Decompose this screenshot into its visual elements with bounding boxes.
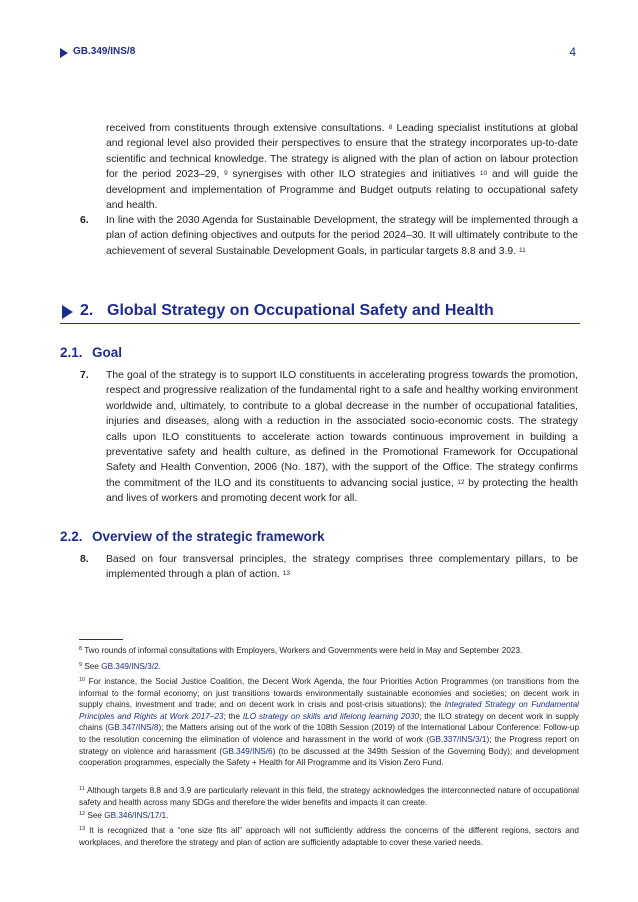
- footnote-8: $^8$ Two rounds of informal consultations with Employers, Workers and Governments were held in May and September 2023.: [79, 646, 523, 655]
- document-link[interactable]: ILO strategy on skills and lifelong learning 2030: [242, 711, 420, 721]
- footnote-9: $^9$ See GB.349/INS/3/2.: [79, 662, 161, 671]
- page-header: [60, 45, 576, 61]
- document-code: GB.349/INS/8: [73, 46, 136, 57]
- paragraph-number: 6.: [80, 215, 89, 226]
- paragraph-number: 8.: [80, 554, 89, 565]
- paragraph-7: The goal of the strategy is to support ILO constituents in accelerating progress towards the promotion, respect and progressive realization of the fundamental right to a safe and healthy working environment worldwide and, ultimately, to contribute to a global decrease in the number of occupational fatalities, injuries and diseases, along with a reduction in the associated socio-economic costs. The strategy calls upon ILO constituents to accelerate action towards continuous improvement in building a preventative safety and health culture, as defined in the Promotional Framework for Occupational Safety and Health Convention, 2006 (No. 187), with the support of the Office. The strategy confirms the commitment of the ILO and its constituents to advancing social justice, $^{12}$ by protecting the health and lives of workers and promoting decent work for all.: [106, 370, 578, 505]
- footnote-12: $^{12}$ See GB.346/INS/17/1.: [79, 811, 169, 820]
- footnote-ref[interactable]: 13: [282, 570, 290, 578]
- section-heading: [60, 301, 580, 324]
- footnote-ref[interactable]: 8: [388, 124, 393, 131]
- document-link[interactable]: GB.349/INS/6: [222, 746, 273, 756]
- footnote-11: $^{11}$ Although targets 8.8 and 3.9 are particularly relevant in this field, the strategy acknowledges the interconnected nature of occupational safety and health across many SDGs and therefore the wider benefits and impacts it can create.: [79, 786, 580, 807]
- document-link[interactable]: Integrated Strategy on Fundamental Principles and Rights at Work 2017–23: [79, 700, 580, 721]
- intro-paragraph: received from constituents through extensive consultations. $^8$ Leading specialist institutions at global and regional level also provided their perspectives to ensure that the strategy incorporates up-to-date scientific and technical knowledge. The strategy is aligned with the plan of action on labour protection for the period 2023–29, $^9$ synergises with other ILO strategies and initiatives $^{10}$ and will guide the development and implementation of Programme and Budget outputs relating to occupational safety and health.: [106, 123, 579, 212]
- subsection-heading-goal: 2.1. Goal: [60, 345, 123, 360]
- paragraph-number: 7.: [80, 370, 89, 381]
- document-link[interactable]: GB.337/INS/3/1: [429, 734, 487, 744]
- page-number: 4: [569, 45, 576, 59]
- paragraph-6: In line with the 2030 Agenda for Sustainable Development, the strategy will be implemented through a plan of action defining objectives and outputs for the period 2024–30. It will ultimately contribute to the achievement of several Sustainable Development Goals, in particular targets 8.8 and 3.9. $^{11}$: [106, 215, 578, 257]
- document-link[interactable]: GB.349/INS/3/2: [101, 662, 159, 671]
- footnote-separator: [79, 639, 123, 640]
- footnote-ref[interactable]: 11: [518, 246, 526, 254]
- document-link[interactable]: GB.347/INS/8: [107, 723, 159, 733]
- section-title: Global Strategy on Occupational Safety and Health: [107, 302, 494, 319]
- footnote-13: $^{13}$ It is recognized that a “one size fits all” approach will not sufficiently address the concerns of the different regions, sectors and workplaces, and therefore the strategy and plan of action are sufficiently adaptable to cover these varied needs.: [79, 826, 579, 847]
- footnote-10: $^{10}$ For instance, the Social Justice Coalition, the Decent Work Agenda, the four Priorities Action Programmes (on transitions from the informal to the formal economy; on just transitions towards environmentally sustainable economies and societies; on decent work in supply chains, investment and trade; and on decent work in crisis and post-crisis situations); the Integrated Strategy on Fundamental Principles and Rights at Work 2017–23; the ILO strategy on skills and lifelong learning 2030; the ILO strategy on decent work in supply chains (GB.347/INS/8); the Matters arising out of the work of the 108th Session (2019) of the International Labour Conference: Follow-up to the resolution concerning the elimination of violence and harassment in the world of work (GB.337/INS/3/1); the Progress report on strategy on violence and harassment (GB.349/INS/6) (to be discussed at the 349th Session of the Governing Body); and development cooperation programmes, especially the Safety + Health for All Programme and its Vision Zero Fund.: [79, 677, 580, 768]
- triangle-marker-icon: [62, 305, 73, 319]
- section-number: 2.: [80, 302, 94, 319]
- footnote-ref[interactable]: 12: [457, 478, 465, 486]
- footnote-ref[interactable]: 9: [224, 170, 228, 178]
- paragraph-8: Based on four transversal principles, the strategy comprises three complementary pillars, to be implemented through a plan of action. $^{13}$: [106, 554, 578, 581]
- footnote-ref[interactable]: 10: [479, 170, 488, 178]
- subsection-heading-overview: 2.2. Overview of the strategic framework: [60, 529, 325, 544]
- document-link[interactable]: GB.346/INS/17/1: [104, 811, 167, 820]
- triangle-marker-icon: [60, 48, 68, 58]
